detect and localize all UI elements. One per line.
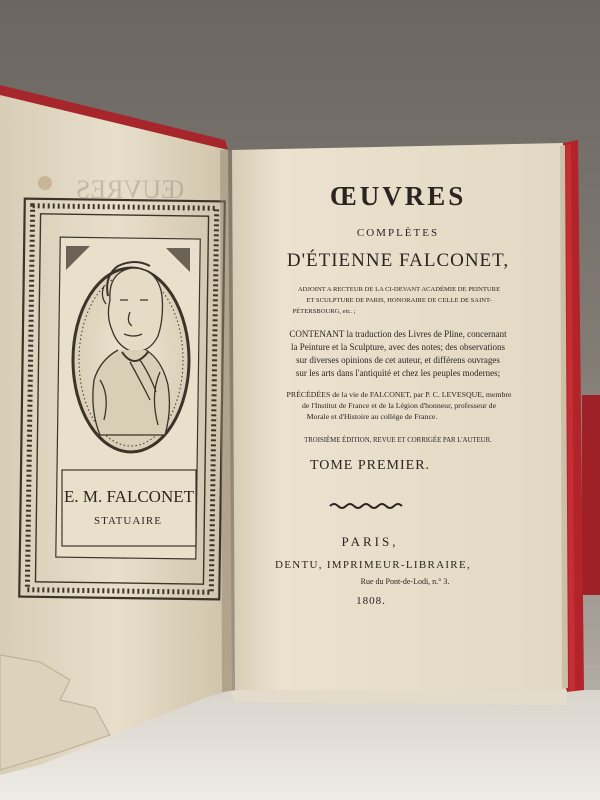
contents-line: sur les arts dans l'antiquité et chez les peuples modernes; xyxy=(295,368,501,378)
background-book xyxy=(582,395,600,595)
qualification-line: ET SCULPTURE DE PARIS, HONORAIRE DE CELLE DE SAINT- xyxy=(306,297,492,304)
qualification-line: PÉTERSBOURG, etc. ; xyxy=(292,308,356,315)
completes-line: COMPLÈTES xyxy=(356,227,440,239)
bleed-through-text: ŒUVRES xyxy=(75,175,185,204)
preceded-line: Morale et d'Histoire au collége de France. xyxy=(306,412,438,421)
preceded-line: PRÉCÉDÉES de la vie de FALCONET, par P. C. LEVESQUE, membre xyxy=(286,390,512,399)
foxing-spot xyxy=(38,176,52,190)
address-line: Rue du Pont-de-Lodi, n.° 3. xyxy=(360,577,450,586)
preceded-line: de l'Institut de France et de la Légion d'honneur, professeur de xyxy=(301,401,497,410)
contents-line: CONTENANT la traduction des Livres de Pline, concernant xyxy=(289,329,507,339)
plate-title: STATUAIRE xyxy=(93,515,163,527)
author-line: D'ÉTIENNE FALCONET, xyxy=(286,250,510,271)
contents-line: sur diverses opinions de cet auteur, et différens ouvrages xyxy=(296,355,500,365)
city-line: PARIS, xyxy=(341,534,399,549)
edition-line: TROISIÈME ÉDITION, REVUE ET CORRIGÉE PAR L'AUTEUR. xyxy=(304,437,492,444)
year-line: 1808. xyxy=(356,595,386,607)
qualification-line: ADJOINT A RECTEUR DE LA CI-DEVANT ACADÉMIE DE PEINTURE xyxy=(297,286,501,293)
main-title: ŒUVRES xyxy=(329,181,467,211)
plate-name: E. M. FALCONET xyxy=(63,487,195,506)
tome-line: TOME PREMIER. xyxy=(309,458,431,473)
publisher-line: DENTU, IMPRIMEUR-LIBRAIRE, xyxy=(274,559,472,571)
contents-line: la Peinture et la Sculpture, avec des notes; des observations xyxy=(291,342,505,352)
